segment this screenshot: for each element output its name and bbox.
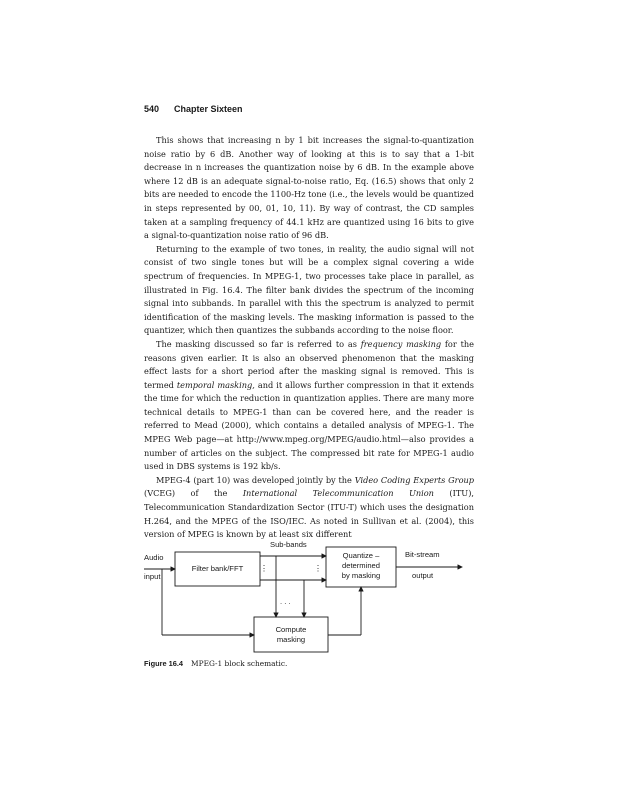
p3-text-c: and it allows further compression in that it extends the time for which the reduction in quantization applies. There are many more technical details to MPEG-1 than can be covered here, and the reader is referred to Mead (2000), which contains a detailed analysis of MPEG-1. The MPEG Web page—at http://www.mpeg.org/MPEG/audio.html—also provides a number of articles on the subject. The compressed bit rate for MPEG-1 audio used in DBS systems is 192 kb/s. (144, 379, 474, 472)
paragraph-2: Returning to the example of two tones, in reality, the audio signal will not consist of two single tones but will be a complex signal covering a wide spectrum of frequencies. In MPEG-1, two processes take place in parallel, as illustrated in Fig. 16.4. The filter bank divides the spectrum of the incoming signal into subbands. In parallel with this the spectrum is analyzed to permit identification of the masking levels. The masking information is passed to the quantizer, which then quantizes the subbands according to the noise floor. (144, 243, 474, 336)
quantize-line-2: determined (342, 561, 380, 570)
p4-emphasis-itu: International Telecommunication Union (242, 488, 434, 499)
p3-text-b: for the reasons given earlier. It is also an observed phenomenon that the masking effect lasts for a short period after the masking signal is removed. This is termed (144, 338, 474, 390)
p4-emphasis-vceg: Video Coding Experts Group (354, 474, 475, 485)
p3-emphasis-frequency-masking: frequency masking (360, 338, 442, 349)
body-text (144, 134, 474, 542)
quantize-line-3: by masking (341, 571, 381, 580)
horizontal-dots: . . . (280, 597, 291, 606)
input-label: input (144, 572, 161, 581)
paragraph-4 (144, 474, 474, 542)
running-head (144, 104, 243, 114)
chapter-title: Chapter Sixteen (174, 104, 243, 114)
compute-line-1: Compute (275, 625, 307, 634)
output-label: output (412, 571, 434, 580)
p4-text-c: (ITU), Telecommunication Standardization Sector (ITU-T) which uses the designation H.264, and the MPEG of the ISO/IEC. As noted in Sullivan et al. (2004), this version of MPEG is known by at least six different (144, 488, 474, 540)
filter-bank-label: Filter bank/FFT (191, 564, 244, 573)
caption-text: MPEG-1 block schematic. (191, 659, 288, 668)
p4-text-a: MPEG-4 (part 10) was developed jointly by the (156, 474, 355, 485)
audio-label: Audio (144, 553, 164, 562)
compute-masking-label (254, 625, 328, 645)
compute-line-2: masking (276, 635, 306, 644)
figure-number: Figure 16.4 (144, 659, 184, 668)
bitstream-label: Bit-stream (405, 550, 440, 559)
p4-text-b: (VCEG) of the (144, 488, 243, 499)
quantize-line-1: Quantize – (342, 551, 380, 560)
paragraph-1: This shows that increasing n by 1 bit increases the signal-to-quantization noise ratio by 6 dB. Another way of looking at this is to say that a 1-bit decrease in n increases the quantization noise by 6 dB. In the example above where 12 dB is an adequate signal-to-noise ratio, Eq. (16.5) shows that only 2 bits are needed to encode the 1100-Hz tone (i.e., the levels would be quantized in steps represented by 00, 01, 10, 11). By way of contrast, the CD samples taken at a sampling frequency of 44.1 kHz are quantized using 16 bits to give a signal-to-quantization noise ratio of 96 dB. (144, 135, 474, 241)
quantize-label (326, 551, 396, 581)
p3-emphasis-temporal-masking: temporal masking, (176, 379, 255, 390)
figure-caption (144, 659, 287, 668)
svg-text:⋮: ⋮ (260, 564, 268, 573)
svg-text:⋮: ⋮ (314, 564, 322, 573)
p3-text-a: The masking discussed so far is referred to as (156, 338, 361, 349)
subbands-label: Sub-bands (270, 540, 307, 549)
paragraph-3 (144, 338, 474, 474)
figure-block-schematic (144, 537, 474, 677)
page-number: 540 (144, 104, 160, 114)
